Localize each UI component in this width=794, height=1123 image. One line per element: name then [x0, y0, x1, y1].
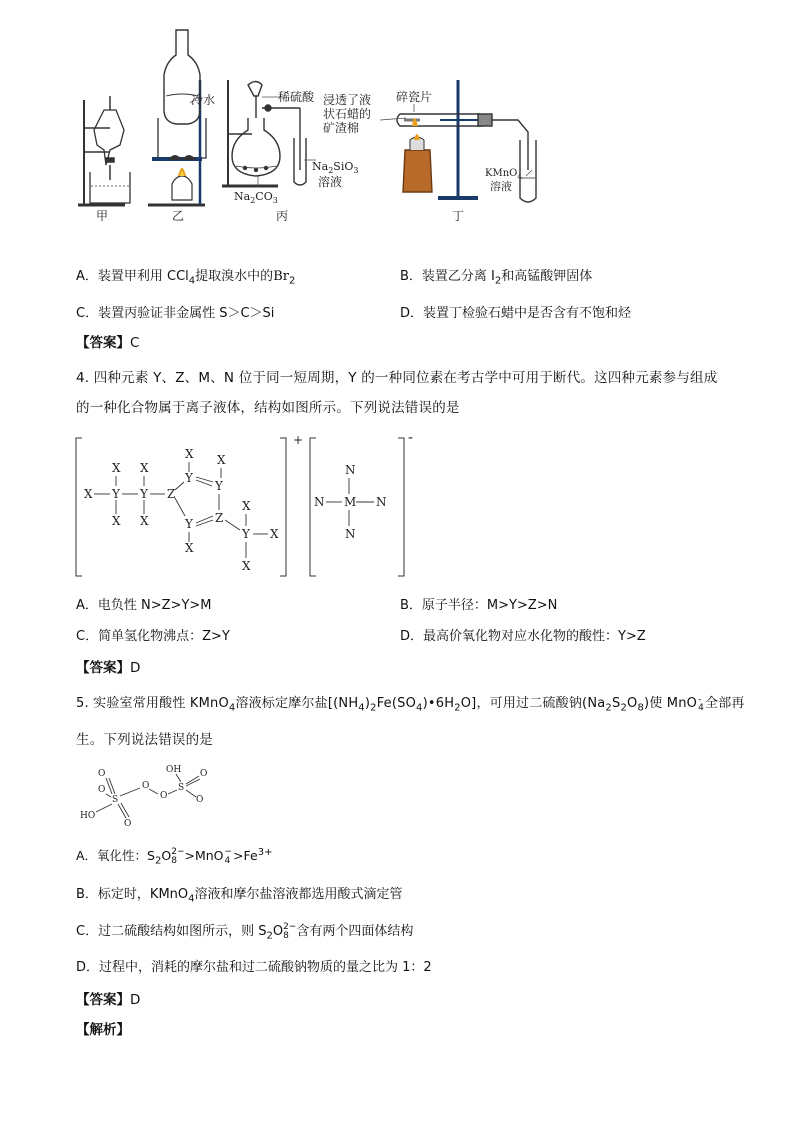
q3-option-c: C．装置丙验证非金属性 S＞C＞Si [76, 306, 275, 321]
label-kmno4: KMnO$_4$ [485, 168, 522, 181]
label-solution-1: 溶液 [318, 175, 343, 189]
label-ding: 丁 [452, 209, 465, 223]
q3-answer: 【答案】C [76, 335, 140, 351]
atom-o: O [98, 785, 106, 795]
atom-x: X [270, 527, 279, 541]
q4-option-b: B．原子半径：M>Y>Z>N [400, 598, 558, 613]
q4-stem-line-2: 的一种化合物属于离子液体，结构如图所示。下列说法错误的是 [76, 400, 460, 416]
atom-n: N [376, 495, 387, 509]
apparatus-jia [78, 96, 130, 205]
atom-x: X [112, 461, 121, 475]
atom-x: X [140, 461, 149, 475]
plus-sign: + [293, 433, 304, 447]
atom-y: Y [242, 527, 250, 541]
label-na2co3: $Na_2CO_3$ [234, 190, 278, 205]
q4-option-c: C．简单氢化物沸点：Z>Y [76, 629, 230, 644]
apparatus-figure [0, 0, 794, 240]
label-soaked-1: 浸透了液 [323, 93, 372, 107]
atom-x: X [112, 514, 121, 528]
q5-option-c: C．过二硫酸结构如图所示，则 $S_2O$ 2− 8 含有两个四面体结构 [76, 921, 414, 942]
atom-s: S [112, 795, 119, 805]
label-solution-2: 溶液 [490, 180, 512, 193]
peroxodisulfuric-acid-structure [0, 752, 794, 832]
label-yi: 乙 [172, 209, 185, 223]
atom-x: X [84, 487, 93, 501]
minus-sign: - [408, 428, 414, 446]
atom-o: O [196, 795, 204, 805]
label-bing: 丙 [276, 209, 289, 223]
label-cold-water: 冷水 [191, 93, 216, 107]
q4-option-a: A．电负性 N>Z>Y>M [76, 598, 212, 613]
atom-z: Z [215, 511, 224, 525]
q3-option-a: A．装置甲利用 CCl$_4$提取溴水中的$Br_2$ [76, 269, 296, 287]
q4-stem-line-1: 4. 四种元素 Y、Z、M、N 位于同一短周期，Y 的一种同位素在考古学中可用于断代。这四种元素参与组成 [76, 370, 718, 386]
q5-option-a: A．氧化性：$S_2O$ 2− 8 >MnO − 4 $>Fe^{3+}$ [76, 846, 273, 867]
atom-z: Z [167, 487, 176, 501]
atom-x: X [140, 514, 149, 528]
atom-y: Y [140, 487, 148, 501]
atom-x: X [242, 499, 251, 513]
q4-answer: 【答案】D [76, 660, 141, 676]
atom-x: X [185, 447, 194, 461]
atom-s: S [178, 783, 185, 793]
q4-option-d: D．最高价氧化物对应水化物的酸性：Y>Z [400, 629, 646, 644]
q3-option-b: B．装置乙分离 $I_2$和高锰酸钾固体 [400, 269, 593, 287]
q5-answer: 【答案】D [76, 992, 141, 1008]
label-soaked-2: 状石蜡的 [323, 107, 372, 121]
q5-option-d: D．过程中，消耗的摩尔盐和过二硫酸钠物质的量之比为 1：2 [76, 960, 432, 975]
q5-stem-line-1: 5. 实验室常用酸性 KMnO$_4$溶液标定摩尔盐$[(NH_4)_2Fe(SO_4)•6H_2O]$，可用过二硫酸钠$(Na_2S_2O_8)$使 MnO - 4 全部再 [76, 694, 745, 714]
atom-o: O [124, 819, 132, 829]
atom-x: X [185, 541, 194, 555]
atom-oh: OH [166, 765, 182, 775]
atom-x: X [242, 559, 251, 573]
label-porcelain: 碎瓷片 [396, 90, 433, 104]
atom-ho: HO [80, 811, 96, 821]
q3-option-d: D．装置丁检验石蜡中是否含有不饱和烃 [400, 306, 632, 321]
apparatus-yi [148, 30, 206, 205]
atom-n: N [345, 463, 356, 477]
atom-o: O [142, 781, 150, 791]
label-dilute-acid: 稀硫酸 [278, 90, 315, 104]
atom-x: X [217, 453, 226, 467]
atom-n: N [345, 527, 356, 541]
q5-analysis-label: 【解析】 [76, 1022, 130, 1038]
atom-m: M [344, 495, 357, 509]
label-na2sio3: $Na_2SiO_3$ [312, 160, 359, 175]
atom-y: Y [215, 479, 223, 493]
label-jia: 甲 [96, 209, 109, 223]
label-soaked-3: 矿渣棉 [323, 121, 360, 135]
atom-o: O [200, 769, 208, 779]
q5-option-b: B．标定时，KMnO$_4$溶液和摩尔盐溶液都选用酸式滴定管 [76, 887, 403, 905]
atom-o: O [160, 791, 168, 801]
atom-y: Y [112, 487, 120, 501]
atom-o: O [98, 769, 106, 779]
q5-stem-line-2: 生。下列说法错误的是 [76, 732, 213, 748]
atom-y: Y [185, 517, 193, 531]
ionic-liquid-structure [0, 430, 794, 590]
atom-y: Y [185, 471, 193, 485]
atom-n: N [314, 495, 325, 509]
